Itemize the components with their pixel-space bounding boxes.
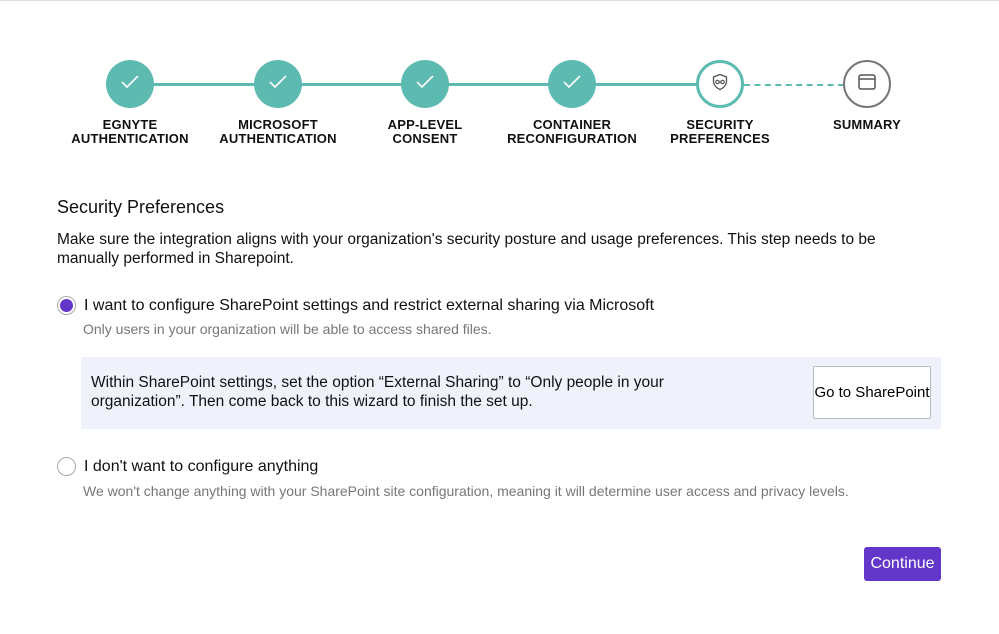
step-circle — [843, 60, 891, 108]
info-box — [81, 357, 941, 429]
radio-selected[interactable] — [57, 296, 76, 315]
step-circle — [106, 60, 154, 108]
wizard-step — [492, 60, 652, 146]
step-circle — [548, 60, 596, 108]
go-to-sharepoint-button[interactable]: Go to SharePoint — [813, 366, 931, 419]
description: Make sure the integration aligns with your organization's security posture and usage preferences. This step needs to be manually performed in Sharepoint. — [57, 231, 876, 267]
option-label: I want to configure SharePoint settings and restrict external sharing via Microsoft — [84, 296, 655, 314]
window-icon — [857, 73, 877, 96]
step-circle — [401, 60, 449, 108]
info-text: Within SharePoint settings, set the option “External Sharing” to “Only people in your organization”. Then come back to this wizard to finish the set up. — [91, 374, 664, 410]
option-none[interactable] — [57, 457, 318, 476]
step-label — [492, 118, 652, 146]
step-label — [50, 118, 210, 146]
wizard-step — [50, 60, 210, 146]
continue-button[interactable]: Continue — [864, 547, 941, 581]
step-label — [198, 118, 358, 146]
step-label — [640, 118, 800, 146]
option-label: I don't want to configure anything — [84, 457, 319, 475]
step-label-line: SUMMARY — [832, 117, 902, 132]
step-label — [345, 118, 505, 146]
option-sub: Only users in your organization will be able to access shared files. — [83, 321, 492, 337]
option-sub: We won't change anything with your SharePoint site configuration, meaning it will determine user access and privacy levels. — [83, 483, 849, 499]
check-icon — [269, 75, 287, 94]
step-label-line: CONTAINER — [532, 117, 612, 132]
step-label-line: AUTHENTICATION — [219, 131, 337, 146]
page-title: Security Preferences — [57, 197, 225, 217]
step-label-line: SECURITY — [686, 117, 754, 132]
wizard-step — [198, 60, 358, 146]
wizard-step — [640, 60, 800, 146]
step-label-line: AUTHENTICATION — [71, 131, 189, 146]
shield-glasses-icon — [711, 73, 729, 96]
step-label-line: EGNYTE — [102, 117, 158, 132]
step-label-line: CONSENT — [392, 131, 458, 146]
step-label-line: RECONFIGURATION — [507, 131, 637, 146]
check-icon — [416, 75, 434, 94]
step-label-line: APP-LEVEL — [387, 117, 463, 132]
step-label — [787, 118, 947, 132]
option-configure[interactable] — [57, 296, 654, 315]
step-label-line: PREFERENCES — [670, 131, 770, 146]
check-icon — [121, 75, 139, 94]
step-circle — [254, 60, 302, 108]
wizard-step — [345, 60, 505, 146]
step-circle — [696, 60, 744, 108]
wizard-step — [787, 60, 947, 132]
check-icon — [563, 75, 581, 94]
radio-unselected[interactable] — [57, 457, 76, 476]
step-label-line: MICROSOFT — [238, 117, 318, 132]
